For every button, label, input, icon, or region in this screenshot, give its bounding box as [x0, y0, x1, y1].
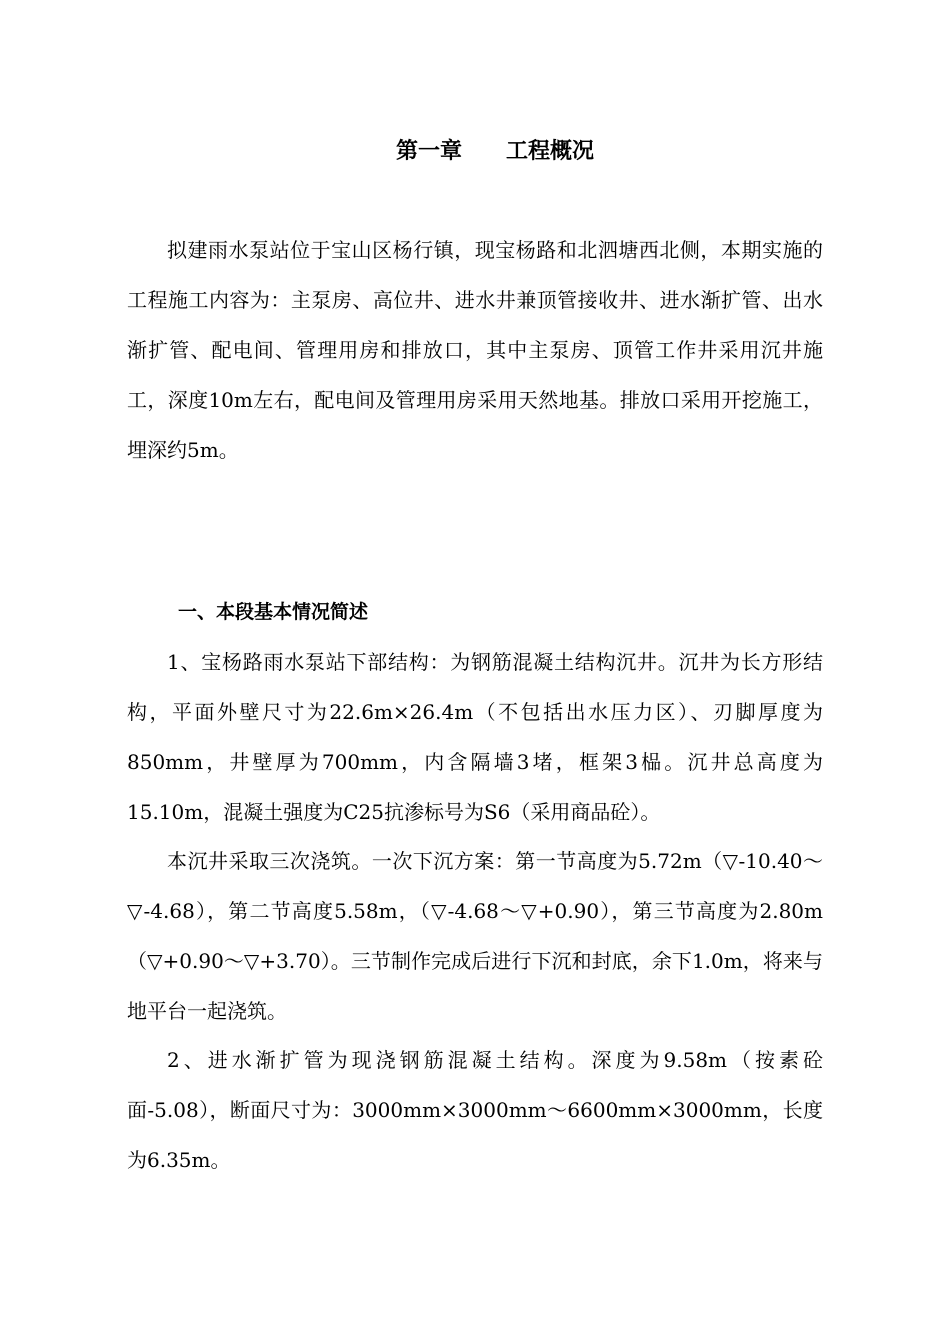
caisson-structure-paragraph: 1、宝杨路雨水泵站下部结构：为钢筋混凝土结构沉井。沉井为长方形结构，平面外壁尺寸为22.6m×26.4m（不包括出水压力区）、刃脚厚度为850mm，井壁厚为700mm，内含隔墙3堵，框架3榀。沉井总高度为15.10m，混凝土强度为C25抗渗标号为S6（采用商品砼）。	[127, 650, 823, 824]
section-heading: 一、本段基本情况简述	[178, 601, 369, 623]
pouring-scheme-paragraph: 本沉井采取三次浇筑。一次下沉方案：第一节高度为5.72m（▽-10.40～▽-4.68），第二节高度5.58m，（▽-4.68～▽+0.90），第三节高度为2.80m（▽+0.90～▽+3.70）。三节制作完成后进行下沉和封底，余下1.0m，将来与地平台一起浇筑。	[127, 849, 823, 1023]
intro-paragraph: 拟建雨水泵站位于宝山区杨行镇，现宝杨路和北泗塘西北侧，本期实施的工程施工内容为：主泵房、高位井、进水井兼顶管接收井、进水渐扩管、出水渐扩管、配电间、管理用房和排放口，其中主泵房、顶管工作井采用沉井施工，深度10m左右，配电间及管理用房采用天然地基。排放口采用开挖施工，埋深约5m。	[127, 238, 823, 462]
chapter-title: 第一章 工程概况	[395, 139, 594, 164]
inlet-pipe-paragraph: 2、进水渐扩管为现浇钢筋混凝土结构。深度为9.58m（按素砼面-5.08），断面尺寸为：3000mm×3000mm～6600mm×3000mm，长度为6.35m。	[127, 1048, 823, 1172]
